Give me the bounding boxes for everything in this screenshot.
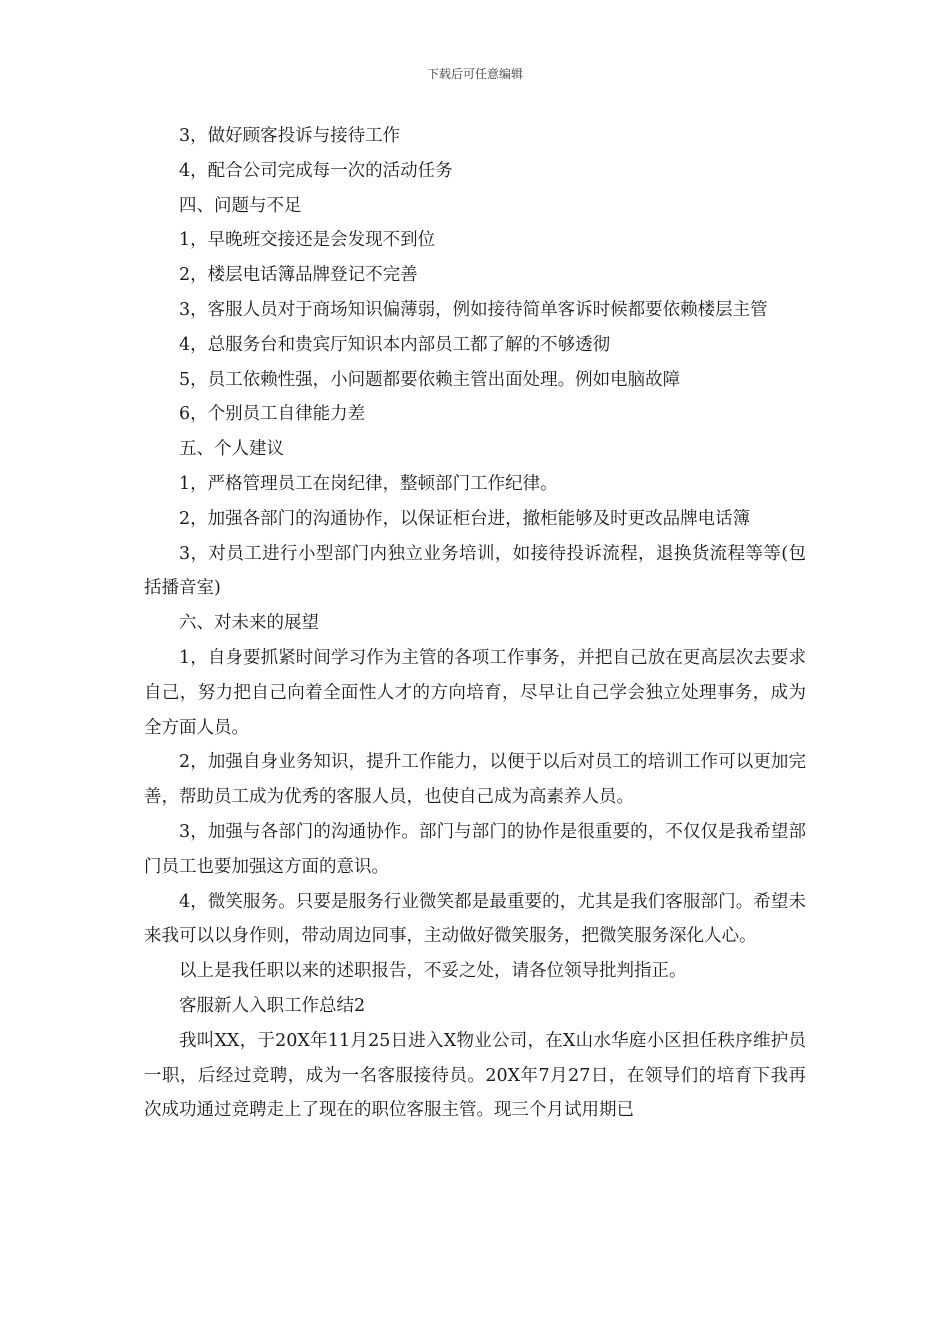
document-body <box>144 119 806 1128</box>
paragraph: 3，加强与各部门的沟通协作。部门与部门的协作是很重要的，不仅仅是我希望部门员工也要加强这方面的意识。 <box>144 821 806 877</box>
paragraph: 1，严格管理员工在岗纪律，整顿部门工作纪律。 <box>179 473 558 494</box>
paragraph: 1，早晚班交接还是会发现不到位 <box>179 230 436 251</box>
paragraph: 1，自身要抓紧时间学习作为主管的各项工作事务，并把自己放在更高层次去要求自己，努力把自己向着全面性人才的方向培育，尽早让自己学会独立处理事务，成为全方面人员。 <box>144 647 806 738</box>
paragraph: 4，总服务台和贵宾厅知识本内部员工都了解的不够透彻 <box>179 334 611 355</box>
section-heading: 四、问题与不足 <box>179 195 302 216</box>
section-heading: 五、个人建议 <box>179 439 284 460</box>
paragraph: 我叫XX，于20X年11月25日进入X物业公司，在X山水华庭小区担任秩序维护员一职，后经过竞聘，成为一名客服接待员。20X年7月27日，在领导们的培育下我再次成功通过竞聘走上了现在的职位客服主管。现三个月试用期已 <box>144 1030 806 1121</box>
article-title: 客服新人入职工作总结2 <box>179 995 366 1016</box>
paragraph: 2，楼层电话簿品牌登记不完善 <box>179 265 418 286</box>
paragraph: 2，加强自身业务知识，提升工作能力，以便于以后对员工的培训工作可以更加完善，帮助员工成为优秀的客服人员，也使自己成为高素养人员。 <box>144 752 806 808</box>
paragraph: 3，对员工进行小型部门内独立业务培训，如接待投诉流程，退换货流程等等(包括播音室) <box>144 543 806 599</box>
paragraph: 2，加强各部门的沟通协作，以保证柜台进，撤柜能够及时更改品牌电话簿 <box>179 508 751 529</box>
paragraph: 3，做好顾客投诉与接待工作 <box>179 126 401 146</box>
paragraph: 6，个别员工自律能力差 <box>179 404 366 425</box>
page-header: 下载后可任意编辑 <box>426 67 523 81</box>
paragraph: 4，配合公司完成每一次的活动任务 <box>179 160 453 181</box>
paragraph: 4，微笑服务。只要是服务行业微笑都是最重要的，尤其是我们客服部门。希望未来我可以以身作则，带动周边同事，主动做好微笑服务，把微笑服务深化人心。 <box>144 891 806 947</box>
paragraph: 5，员工依赖性强，小问题都要依赖主管出面处理。例如电脑故障 <box>179 369 681 390</box>
paragraph: 3，客服人员对于商场知识偏薄弱，例如接待简单客诉时候都要依赖楼层主管 <box>179 299 768 320</box>
section-heading: 六、对未来的展望 <box>179 613 319 634</box>
paragraph: 以上是我任职以来的述职报告，不妥之处，请各位领导批判指正。 <box>179 961 687 982</box>
